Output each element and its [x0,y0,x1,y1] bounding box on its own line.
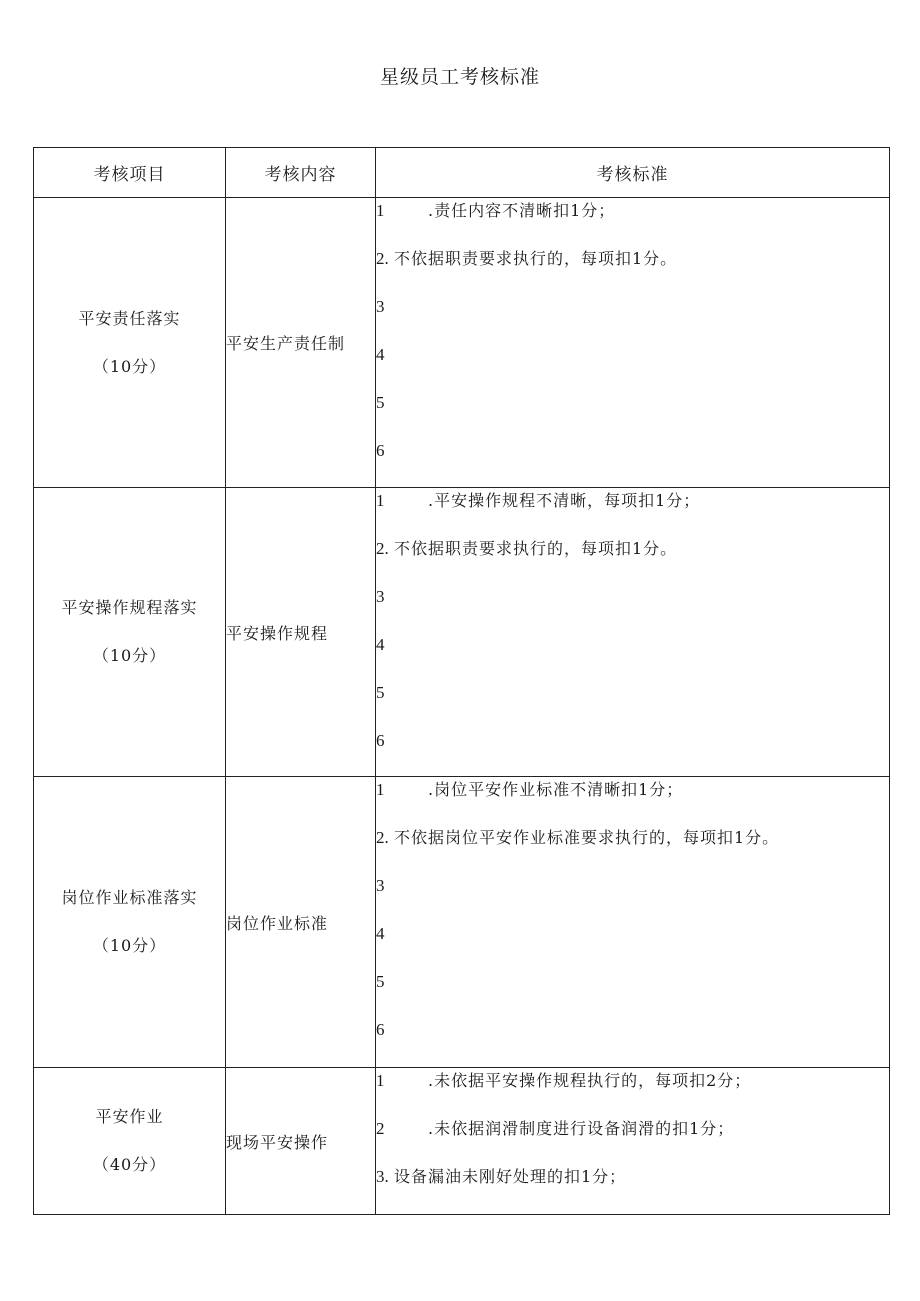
criteria-number: 6 [376,1020,385,1039]
criteria-number: 5 [376,683,385,702]
criteria-number: 1 [376,201,385,220]
criteria-text: .岗位平安作业标准不清晰扣1分； [428,780,684,799]
assessment-item-score: （40分） [92,1155,167,1174]
assessment-content-cell: 现场平安操作 [226,1068,376,1215]
criteria-number: 5 [376,972,385,991]
assessment-item-cell [34,488,226,777]
assessment-item-score: （10分） [92,646,167,665]
page-title: 星级员工考核标准 [379,66,540,88]
assessment-content-cell: 平安生产责任制 [226,198,376,488]
criteria-line [376,390,889,438]
criteria-line [376,1116,889,1164]
table-row [34,1068,890,1215]
header-criteria: 考核标准 [376,148,890,198]
criteria-line [376,294,889,342]
criteria-text: 不依据职责要求执行的，每项扣1分。 [394,539,678,558]
criteria-line [376,728,889,776]
assessment-criteria-cell [376,488,890,777]
criteria-line [376,438,889,486]
criteria-line [376,536,889,584]
assessment-item-name: 平安责任落实 [78,308,181,328]
table-row [34,488,890,777]
assessment-item-name: 平安操作规程落实 [61,598,198,617]
criteria-line [376,246,889,294]
criteria-line [376,825,889,873]
criteria-number: 2. [376,249,389,268]
criteria-line [376,777,889,825]
criteria-number: 2. [376,539,389,558]
assessment-content-cell: 岗位作业标准 [226,777,376,1068]
criteria-line [376,680,889,728]
criteria-number: 1 [376,491,385,510]
criteria-number: 5 [376,393,385,412]
criteria-text: 设备漏油未刚好处理的扣1分； [394,1167,627,1186]
criteria-number: 1 [376,780,385,799]
assessment-table [33,147,890,1215]
criteria-number: 4 [376,924,385,943]
criteria-line [376,342,889,390]
criteria-line [376,488,889,536]
criteria-number: 2. [376,828,389,847]
assessment-content-cell: 平安操作规程 [226,488,376,777]
criteria-number: 2 [376,1119,385,1138]
table-row [34,777,890,1068]
assessment-criteria-cell [376,198,890,488]
assessment-item-name: 平安作业 [95,1107,164,1126]
assessment-item-cell [34,198,226,488]
criteria-line [376,584,889,632]
criteria-line [376,873,889,921]
criteria-number: 3 [376,876,385,895]
criteria-text: 不依据职责要求执行的，每项扣1分。 [394,249,678,268]
assessment-item-score: （10分） [92,356,167,376]
criteria-number: 6 [376,731,385,750]
header-content: 考核内容 [226,148,376,198]
criteria-number: 3 [376,587,385,606]
criteria-line [376,1068,889,1116]
criteria-text: .平安操作规程不清晰，每项扣1分； [428,491,701,510]
criteria-line [376,921,889,969]
criteria-text: .责任内容不清晰扣1分； [428,201,616,220]
criteria-line [376,198,889,246]
criteria-line [376,632,889,680]
table-header-row [34,148,890,198]
assessment-criteria-cell [376,1068,890,1215]
criteria-line [376,1017,889,1065]
criteria-number: 3. [376,1167,389,1186]
criteria-text: .未依据平安操作规程执行的，每项扣2分； [428,1071,752,1090]
assessment-item-cell [34,1068,226,1215]
criteria-number: 1 [376,1071,385,1090]
assessment-criteria-cell [376,777,890,1068]
assessment-item-cell [34,777,226,1068]
assessment-item-score: （10分） [92,936,167,955]
criteria-line [376,969,889,1017]
criteria-text: 不依据岗位平安作业标准要求执行的，每项扣1分。 [394,828,780,847]
header-item: 考核项目 [34,148,226,198]
table-row [34,198,890,488]
criteria-text: .未依据润滑制度进行设备润滑的扣1分； [428,1119,735,1138]
assessment-item-name: 岗位作业标准落实 [61,888,198,907]
criteria-number: 4 [376,345,385,364]
criteria-number: 6 [376,441,385,460]
criteria-line [376,1164,889,1212]
criteria-number: 4 [376,635,385,654]
criteria-number: 3 [376,297,385,316]
